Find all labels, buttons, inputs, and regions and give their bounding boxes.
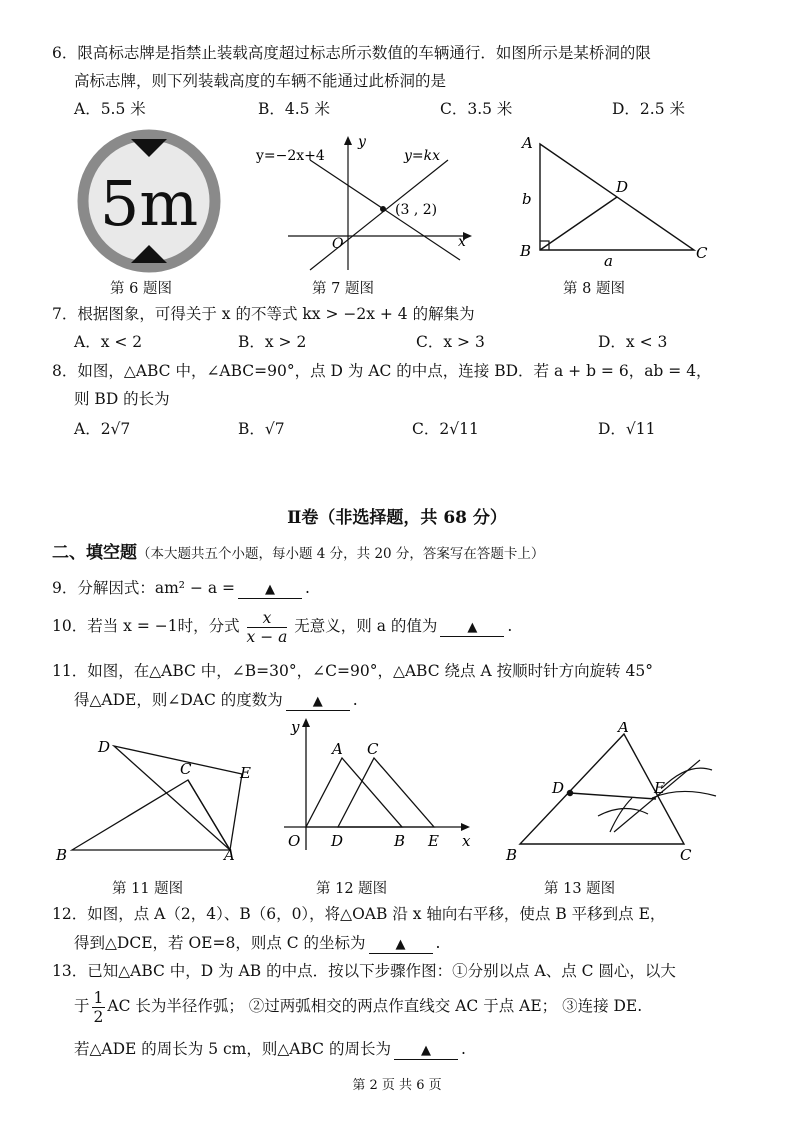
q13-text-post: AC 长为半径作弧； ②过两弧相交的两点作直线交 AC 于点 AE； ③连接 DE. bbox=[107, 997, 643, 1015]
label-e: E bbox=[428, 832, 439, 850]
triangle-dce bbox=[338, 758, 434, 827]
q9-line bbox=[52, 577, 310, 599]
q11-answer-blank: ▲ bbox=[286, 694, 350, 711]
q12-answer-blank: ▲ bbox=[369, 937, 433, 954]
q6-line1: 6．限高标志牌是指禁止装载高度超过标志所示数值的车辆通行．如图所示是某桥洞的限 bbox=[52, 44, 651, 62]
q11-line2 bbox=[74, 689, 358, 711]
q6-option-d: D．2.5 米 bbox=[612, 100, 686, 118]
q13-end: . bbox=[460, 1040, 466, 1058]
point-d bbox=[567, 790, 573, 796]
q10-line bbox=[52, 606, 512, 646]
label-a: A bbox=[224, 846, 235, 864]
fig7-graph bbox=[252, 130, 482, 275]
q8-line2: 则 BD 的长为 bbox=[74, 390, 170, 408]
label-side-b: b bbox=[522, 190, 532, 208]
q13-text-pre: 于 bbox=[74, 997, 90, 1015]
label-d: D bbox=[552, 779, 565, 797]
origin-label: O bbox=[332, 236, 344, 252]
label-c: C bbox=[180, 760, 192, 778]
sign-value: 5m bbox=[99, 167, 199, 240]
segment-bd bbox=[540, 197, 617, 250]
q13-line3 bbox=[74, 1038, 466, 1060]
label-b: B bbox=[506, 846, 518, 864]
q12-line1: 12．如图，点 A（2，4）、B（6，0），将△OAB 沿 x 轴向右平移，使点 B 平移到点 E， bbox=[52, 905, 666, 923]
q10-answer-blank: ▲ bbox=[440, 620, 504, 637]
section2-note: （本大题共五个小题，每小题 4 分，共 20 分，答案写在答题卡上） bbox=[137, 546, 545, 562]
height-limit-sign bbox=[76, 128, 222, 274]
label-c: C bbox=[680, 846, 692, 864]
q10-fraction bbox=[247, 609, 288, 646]
q13-fraction bbox=[92, 989, 106, 1026]
label-y: y bbox=[291, 718, 300, 736]
q8-option-d: D．√11 bbox=[598, 420, 656, 438]
fig12-translation bbox=[276, 712, 476, 857]
q13-line2 bbox=[74, 986, 642, 1026]
q9-text: 9．分解因式：am² − a = bbox=[52, 579, 236, 597]
q8-option-b: B．√7 bbox=[238, 420, 285, 438]
label-c: C bbox=[696, 244, 708, 262]
label-b: B bbox=[56, 846, 68, 864]
x-label: x bbox=[458, 234, 466, 250]
q13-fraction-num: 1 bbox=[93, 988, 104, 1007]
line1-label: y=−2x+4 bbox=[256, 148, 325, 164]
q8-option-a: A．2√7 bbox=[74, 420, 131, 438]
q13-text: 若△ADE 的周长为 5 cm，则△ABC 的周长为 bbox=[74, 1040, 391, 1058]
label-a: A bbox=[618, 722, 629, 736]
label-o: O bbox=[288, 832, 301, 850]
q12-text: 得到△DCE，若 OE=8，则点 C 的坐标为 bbox=[74, 934, 366, 952]
fig8-caption: 第 8 题图 bbox=[563, 281, 625, 297]
q7-option-a: A．x < 2 bbox=[74, 333, 143, 351]
q6-option-a: A．5.5 米 bbox=[74, 100, 146, 118]
q9-answer-blank: ▲ bbox=[238, 582, 302, 599]
y-label: y bbox=[358, 134, 366, 150]
q6-option-c: C．3.5 米 bbox=[440, 100, 513, 118]
fig11-rotation bbox=[54, 732, 266, 868]
q8-option-c: C．2√11 bbox=[412, 420, 479, 438]
q10-text: 10．若当 x = −1时，分式 bbox=[52, 617, 240, 635]
q7-text: 7．根据图象，可得关于 x 的不等式 kx > −2x + 4 的解集为 bbox=[52, 305, 475, 323]
triangle-abc bbox=[72, 780, 230, 850]
label-d: D bbox=[331, 832, 344, 850]
intersection-point bbox=[380, 206, 386, 212]
label-e: E bbox=[654, 779, 665, 797]
q13-answer-blank: ▲ bbox=[394, 1043, 458, 1060]
label-c: C bbox=[367, 740, 379, 758]
label-x: x bbox=[462, 832, 471, 850]
fig11-caption: 第 11 题图 bbox=[112, 881, 184, 897]
fig13-construction bbox=[500, 722, 724, 868]
triangle-oab bbox=[306, 758, 402, 827]
point-label: (3 , 2) bbox=[395, 202, 438, 218]
q11-end: . bbox=[352, 691, 358, 709]
label-b: B bbox=[394, 832, 406, 850]
q6-option-b: B．4.5 米 bbox=[258, 100, 330, 118]
y-axis-arrow bbox=[302, 718, 310, 727]
label-d: D bbox=[616, 178, 629, 196]
q10-text-after: 无意义，则 a 的值为 bbox=[294, 617, 438, 635]
label-d: D bbox=[98, 738, 111, 756]
part2-title: Ⅱ卷（非选择题，共 68 分） bbox=[287, 508, 507, 528]
q7-option-b: B．x > 2 bbox=[238, 333, 307, 351]
q9-end: . bbox=[305, 579, 310, 597]
q8-line1: 8．如图，△ABC 中，∠ABC=90°，点 D 为 AC 的中点，连接 BD．若 a + b = 6，ab = 4， bbox=[52, 362, 712, 380]
q6-line2: 高标志牌，则下列装载高度的车辆不能通过此桥洞的是 bbox=[74, 72, 447, 90]
q12-line2 bbox=[74, 932, 440, 954]
q11-line1: 11．如图，在△ABC 中，∠B=30°，∠C=90°，△ABC 绕点 A 按顺时针方向旋转 45° bbox=[52, 662, 653, 680]
q12-end: . bbox=[435, 934, 441, 952]
y-axis-arrow bbox=[344, 136, 352, 145]
section2-header bbox=[52, 538, 544, 563]
fig12-caption: 第 12 题图 bbox=[316, 881, 388, 897]
label-a: A bbox=[522, 134, 533, 152]
q13-fraction-den: 2 bbox=[93, 1007, 104, 1026]
q10-fraction-num: x bbox=[247, 609, 288, 628]
fig13-caption: 第 13 题图 bbox=[544, 881, 616, 897]
q11-text: 得△ADE，则∠DAC 的度数为 bbox=[74, 691, 283, 709]
fig7-caption: 第 7 题图 bbox=[312, 281, 374, 297]
q7-option-c: C．x > 3 bbox=[416, 333, 485, 351]
label-side-a: a bbox=[604, 252, 613, 270]
page-footer: 第 2 页 共 6 页 bbox=[352, 1078, 442, 1093]
q10-end: . bbox=[507, 617, 513, 635]
segment-ac bbox=[188, 780, 230, 850]
triangle-ade bbox=[114, 746, 242, 850]
line2-label: y=kx bbox=[404, 148, 441, 164]
q13-line1: 13．已知△ABC 中，D 为 AB 的中点．按以下步骤作图：①分别以点 A、点 C 圆心，以大 bbox=[52, 962, 676, 980]
fig8-triangle bbox=[512, 130, 712, 270]
segment-de bbox=[570, 793, 656, 799]
section2-title: 二、填空题 bbox=[52, 543, 137, 563]
label-b: B bbox=[520, 242, 532, 260]
q10-fraction-den: x − a bbox=[246, 627, 288, 646]
fig6-caption: 第 6 题图 bbox=[110, 281, 172, 297]
label-e: E bbox=[240, 764, 251, 782]
label-a: A bbox=[332, 740, 343, 758]
q7-option-d: D．x < 3 bbox=[598, 333, 668, 351]
x-axis-arrow bbox=[461, 823, 470, 831]
